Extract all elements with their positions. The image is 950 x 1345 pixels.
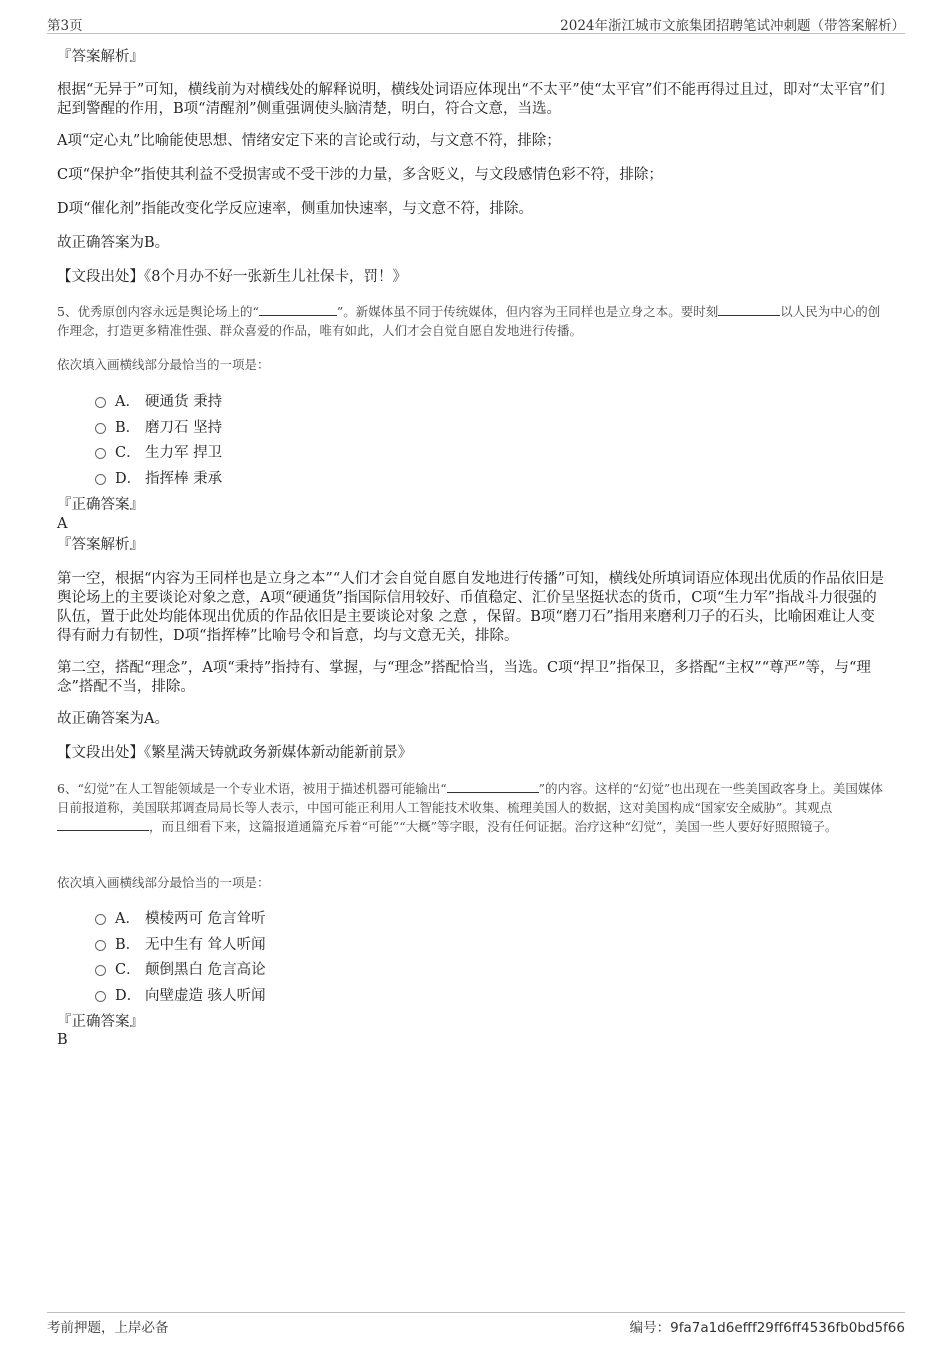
q6-stem-part2: ”的内容。这样的“幻觉”也出现在一些美国政客身上。美国媒体日前报道称，美国联邦调查局局长等人表示，中国可能正利用人工智能技术收集、梳理美国人的数据，这对美国构成“国家安全威胁”。其观点 bbox=[57, 781, 883, 815]
q6-blank-2 bbox=[57, 818, 149, 831]
q6-stem-part3: ，而且细看下来，这篇报道通篇充斥着“可能”“大概”等字眼，没有任何证据。治疗这种“幻觉”，美国一些人要好好照照镜子。 bbox=[149, 819, 838, 834]
q5-prompt: 依次填入画横线部分最恰当的一项是： bbox=[57, 357, 270, 372]
document-title: 2024年浙江城市文旅集团招聘笔试冲刺题（带答案解析） bbox=[560, 18, 905, 34]
option-text: 磨刀石 坚持 bbox=[145, 419, 223, 436]
radio-icon[interactable] bbox=[95, 914, 106, 925]
document-code bbox=[630, 1316, 905, 1336]
q4-conclusion: 故正确答案为B。 bbox=[57, 235, 170, 251]
option-text: 颠倒黑白 危言高论 bbox=[145, 962, 266, 979]
q4-analysis-label: 『答案解析』 bbox=[57, 49, 144, 65]
q5-blank-2 bbox=[718, 303, 780, 316]
q6-option-b[interactable] bbox=[95, 931, 266, 957]
footer-slogan: 考前押题，上岸必备 bbox=[47, 1320, 169, 1336]
q5-stem-part2: ”。新媒体虽不同于传统媒体，但内容为王同样也是立身之本。要时刻 bbox=[336, 304, 719, 319]
option-text: 向壁虚造 骇人听闻 bbox=[145, 987, 266, 1004]
q6-prompt: 依次填入画横线部分最恰当的一项是： bbox=[57, 875, 270, 890]
radio-icon[interactable] bbox=[95, 397, 106, 408]
q6-options bbox=[95, 905, 266, 1007]
q5-answer-label: 『正确答案』 bbox=[57, 497, 144, 513]
option-letter: B． bbox=[115, 419, 141, 436]
q5-stem bbox=[57, 302, 885, 340]
q5-blank-1 bbox=[259, 303, 337, 316]
radio-icon[interactable] bbox=[95, 965, 106, 976]
q6-answer: B bbox=[57, 1032, 68, 1048]
q5-analysis-label: 『答案解析』 bbox=[57, 537, 144, 553]
option-text: 生力军 捍卫 bbox=[145, 445, 223, 462]
option-letter: A． bbox=[115, 394, 140, 411]
option-letter: D． bbox=[115, 987, 142, 1004]
q4-source: 【文段出处】《8个月办不好一张新生儿社保卡，罚！》 bbox=[57, 269, 407, 285]
q6-blank-1 bbox=[447, 780, 539, 793]
q5-option-b[interactable] bbox=[95, 414, 222, 440]
option-text: 硬通货 秉持 bbox=[145, 394, 223, 411]
option-letter: A． bbox=[115, 911, 140, 928]
code-label: 编号： bbox=[629, 1320, 671, 1336]
q5-analysis-p2: 第二空，搭配“理念”，A项“秉持”指持有、掌握，与“理念”搭配恰当，当选。C项“捍卫”指保卫，多搭配“主权”“尊严”等，与“理念”搭配不当，排除。 bbox=[57, 660, 871, 695]
q4-analysis-p1: 根据“无异于”可知，横线前为对横线处的解释说明，横线处词语应体现出“不太平”使“太平官”们不能再得过且过，即对“太平官”们起到警醒的作用，B项“清醒剂”侧重强调使头脑清楚，明白，符合文意，当选。 bbox=[57, 82, 885, 117]
radio-icon[interactable] bbox=[95, 940, 106, 951]
option-text: 模棱两可 危言耸听 bbox=[145, 911, 266, 928]
radio-icon[interactable] bbox=[95, 448, 106, 459]
q5-stem-part3: 以人民为中心的创作理念，打造更多精准性强、群众喜爱的作品，唯有如此，人们才会自觉自愿自发地进行传播。 bbox=[57, 304, 881, 338]
q5-conclusion: 故正确答案为A。 bbox=[57, 711, 169, 727]
code-value: 9fa7a1d6efff29ff6ff4536fb0bd5f66 bbox=[670, 1320, 905, 1336]
q6-stem-part1: 6、“幻觉”在人工智能领域是一个专业术语，被用于描述机器可能输出“ bbox=[57, 781, 447, 796]
q6-stem bbox=[57, 779, 885, 836]
q4-analysis-p3: C项“保护伞”指使其利益不受损害或不受干涉的力量，多含贬义，与文段感情色彩不符，排除； bbox=[57, 167, 663, 183]
option-text: 指挥棒 秉承 bbox=[145, 470, 223, 487]
radio-icon[interactable] bbox=[95, 423, 106, 434]
q5-analysis-p1: 第一空，根据“内容为王同样也是立身之本”“人们才会自觉自愿自发地进行传播”可知，横线处所填词语应体现出优质的作品依旧是舆论场上的主要谈论对象之意，A项“硬通货”指国际信用较好、币值稳定、汇价呈坚挺状态的货币，C项“生力军”指战斗力很强的队伍，置于此处均能体现出优质的作品依旧是主要谈论对象 之意 ，保留。B项“磨刀石”指用来磨利刀子的石头，比喻困难让人变得有耐力有韧性，D项“指挥棒”比喻号令和旨意，均与文意无关，排除。 bbox=[57, 571, 885, 644]
radio-icon[interactable] bbox=[95, 991, 106, 1002]
q6-option-a[interactable] bbox=[95, 905, 266, 931]
q5-option-d[interactable] bbox=[95, 465, 222, 491]
q4-analysis-p2: A项“定心丸”比喻能使思想、情绪安定下来的言论或行动，与文意不符，排除； bbox=[57, 133, 561, 149]
option-letter: B． bbox=[115, 936, 141, 953]
q5-answer: A bbox=[57, 516, 68, 532]
page-footer bbox=[47, 1312, 905, 1336]
q6-option-c[interactable] bbox=[95, 956, 266, 982]
q5-stem-part1: 5、优秀原创内容永远是舆论场上的“ bbox=[57, 304, 259, 319]
radio-icon[interactable] bbox=[95, 474, 106, 485]
q5-source: 【文段出处】《繁星满天铸就政务新媒体新动能新前景》 bbox=[57, 745, 413, 761]
q5-option-a[interactable] bbox=[95, 388, 222, 414]
option-letter: C． bbox=[115, 445, 141, 462]
option-letter: C． bbox=[115, 962, 141, 979]
q6-option-d[interactable] bbox=[95, 982, 266, 1008]
page-header bbox=[47, 14, 905, 34]
q5-options bbox=[95, 388, 222, 490]
option-letter: D． bbox=[115, 470, 142, 487]
q6-answer-label: 『正确答案』 bbox=[57, 1014, 144, 1030]
q4-analysis-p4: D项“催化剂”指能改变化学反应速率，侧重加快速率，与文意不符，排除。 bbox=[57, 201, 533, 217]
q5-option-c[interactable] bbox=[95, 439, 222, 465]
page-number: 第3页 bbox=[47, 18, 83, 34]
option-text: 无中生有 耸人听闻 bbox=[145, 936, 266, 953]
